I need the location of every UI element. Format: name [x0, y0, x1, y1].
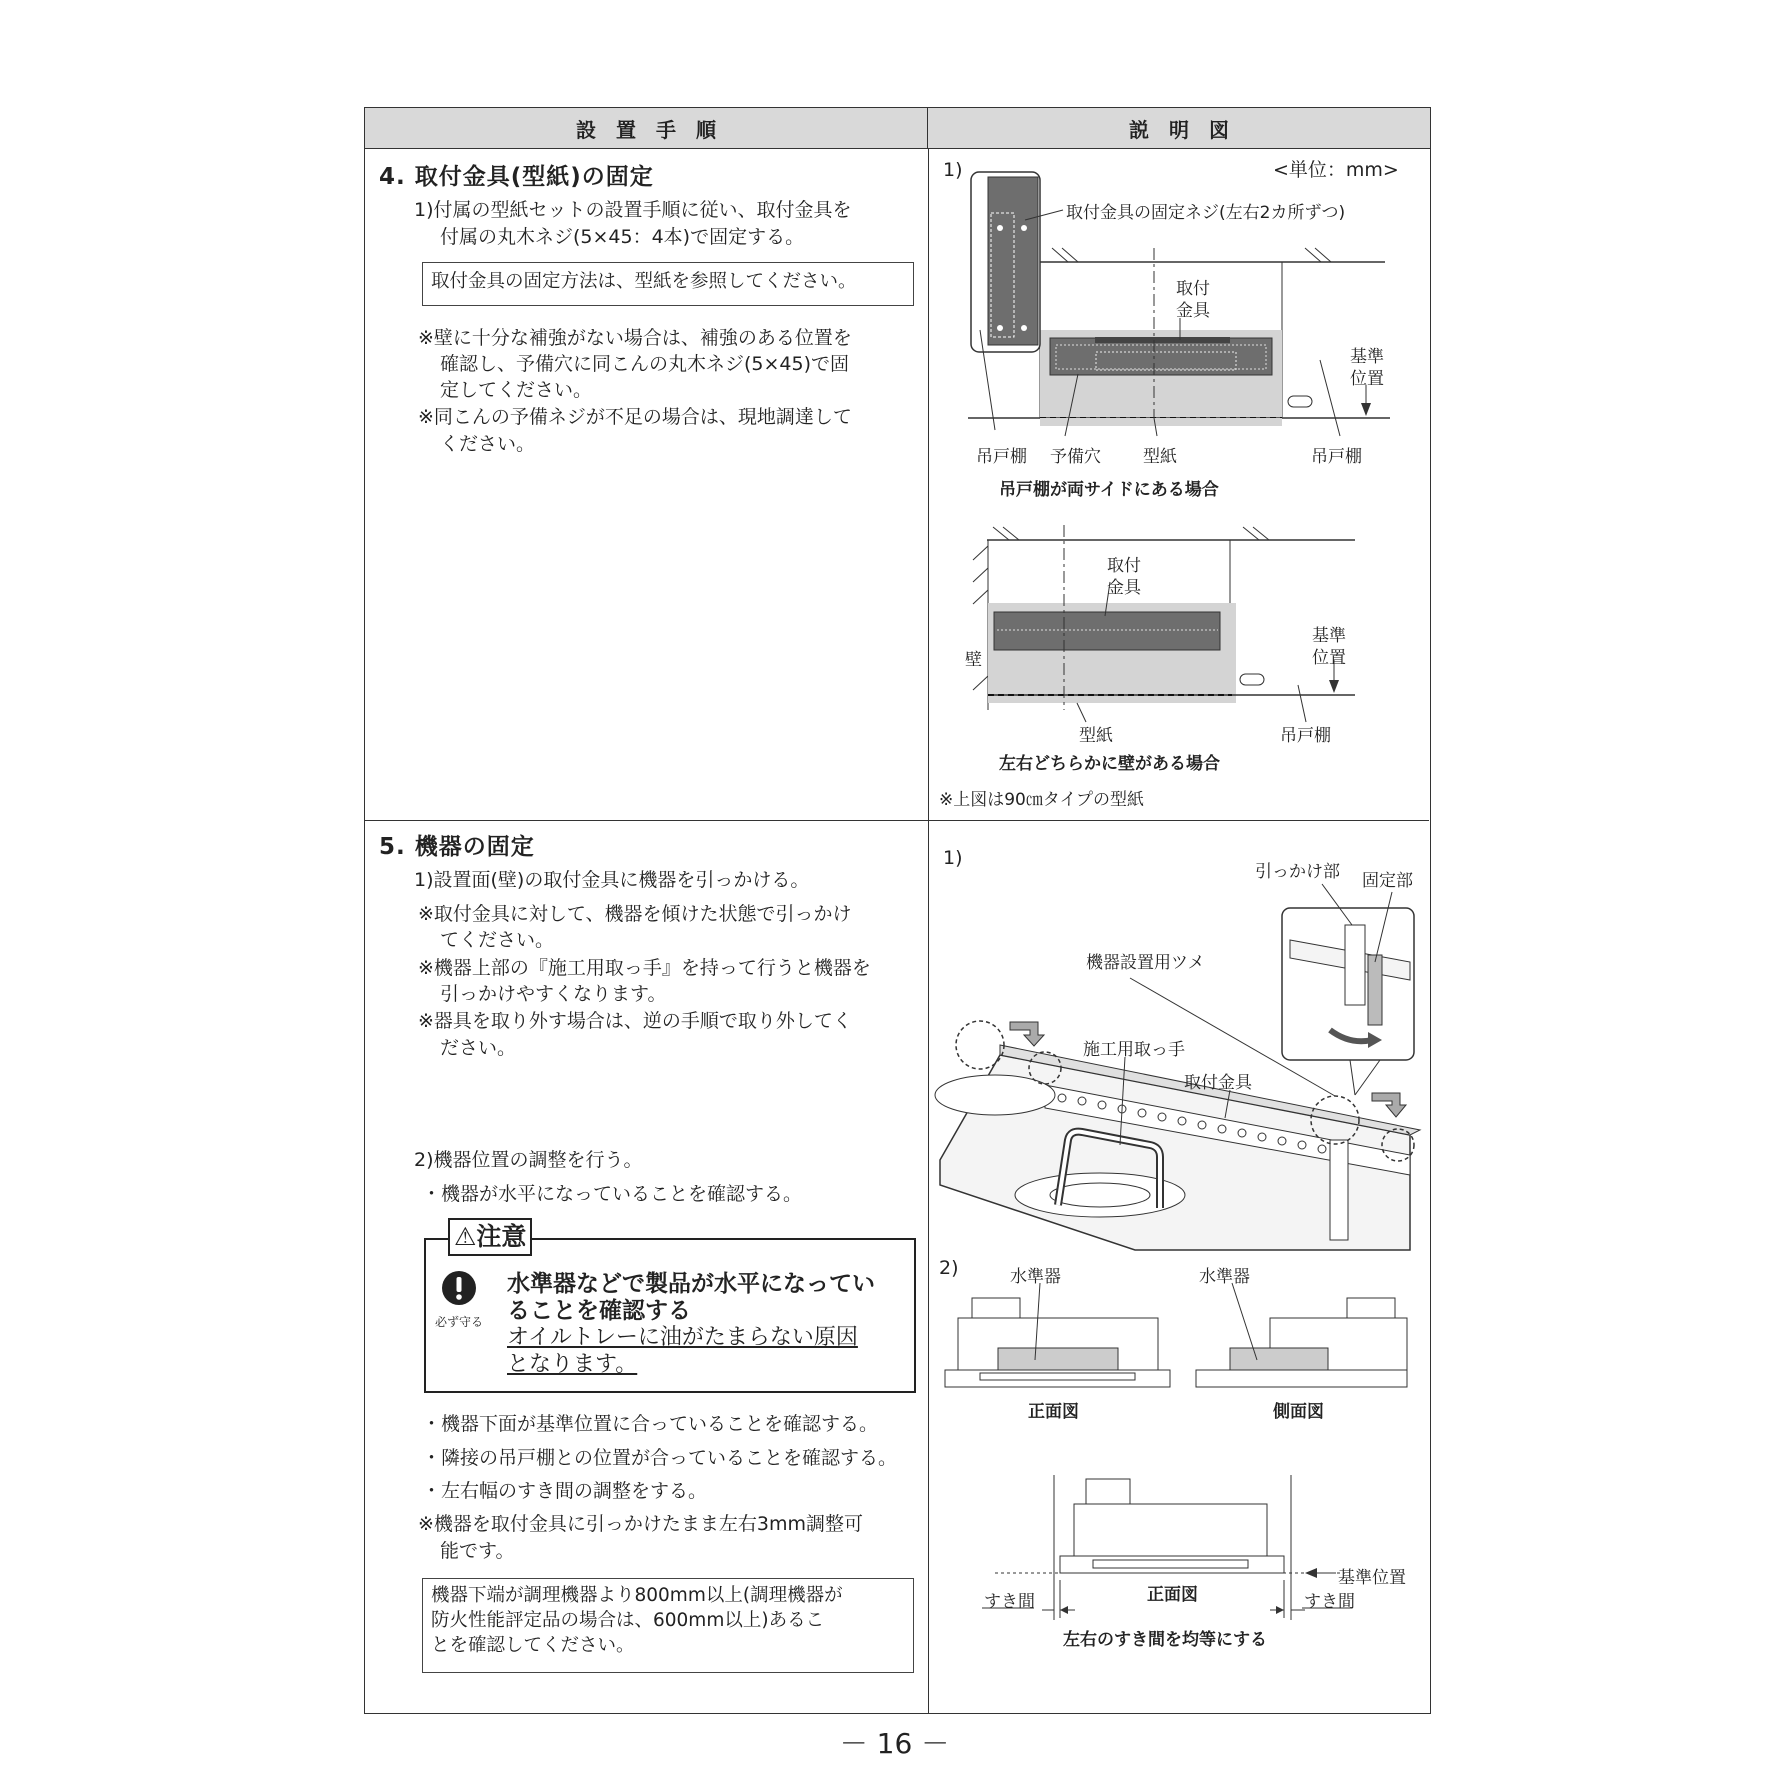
fig5-number1: 1) — [943, 847, 963, 869]
fig5-number2: 2) — [939, 1257, 959, 1279]
section5-note1-line1: ※取付金具に対して、機器を傾けた状態で引っかけ — [418, 903, 852, 925]
fig4-ref-label1: 基準 — [1350, 347, 1384, 367]
header-procedure: 設 置 手 順 — [365, 108, 928, 149]
section5-note4-line2: 能です。 — [440, 1540, 515, 1562]
fig4-cabinet-right: 吊戸棚 — [1311, 447, 1362, 467]
fig4-number: 1) — [943, 159, 963, 181]
fig4-bracket-label4: 金具 — [1107, 578, 1141, 598]
column-divider — [928, 149, 929, 1713]
fig5-front-view-label: 正面図 — [1028, 1402, 1079, 1422]
level-check-figure — [945, 1283, 1407, 1387]
fig4-template: 型紙 — [1143, 447, 1177, 467]
caution-title: ⚠注意 — [448, 1218, 532, 1256]
mandatory-icon — [441, 1270, 477, 1306]
caution-text-line3: オイルトレーに油がたまらない原因 — [507, 1325, 858, 1350]
fig5-hook-label: 引っかけ部 — [1255, 862, 1340, 882]
fig5-caption: 左右のすき間を均等にする — [1063, 1630, 1267, 1650]
section5-bullet4: ・左右幅のすき間の調整をする。 — [422, 1480, 708, 1502]
fig5-gap-right: すき間 — [1304, 1592, 1355, 1612]
fig5-front-view-label2: 正面図 — [1147, 1585, 1198, 1605]
fig4-ref-label4: 位置 — [1312, 648, 1346, 668]
row-divider — [365, 820, 1429, 821]
section4-note1-line3: 定してください。 — [440, 379, 593, 401]
section5-bullet2: ・機器下面が基準位置に合っていることを確認する。 — [422, 1413, 879, 1435]
section5-step2: 2)機器位置の調整を行う。 — [414, 1149, 643, 1171]
fig4-caption1: 吊戸棚が両サイドにある場合 — [999, 480, 1219, 500]
fig4-spare-hole: 予備穴 — [1050, 447, 1101, 467]
fig5-gap-left: すき間 — [984, 1592, 1035, 1612]
fig4-unit: <単位：mm> — [1273, 159, 1399, 181]
fig5-level-label1: 水準器 — [1010, 1267, 1061, 1287]
caution-text-bold-line1: 水準器などで製品が水平になってい — [507, 1271, 875, 1297]
caution-text-line4: となります。 — [507, 1352, 638, 1377]
section4-note-box: 取付金具の固定方法は、型紙を参照してください。 — [422, 262, 914, 306]
fig4-ref-label3: 基準 — [1312, 626, 1346, 646]
caution-text-bold-line2: ることを確認する — [507, 1298, 691, 1324]
section4-note1-line2: 確認し、予備穴に同こんの丸木ネジ(5×45)で固 — [440, 353, 850, 375]
section5-note4-line1: ※機器を取付金具に引っかけたまま左右3mm調整可 — [418, 1513, 864, 1535]
fig5-side-view-label: 側面図 — [1273, 1402, 1324, 1422]
section4-note2-line1: ※同こんの予備ネジが不足の場合は、現地調達して — [418, 406, 852, 428]
fig5-claw-label: 機器設置用ツメ — [1086, 953, 1205, 973]
fig4-bracket-label3: 取付 — [1107, 556, 1141, 576]
section5-title: 5. 機器の固定 — [379, 834, 535, 860]
fig4-caption2: 左右どちらかに壁がある場合 — [999, 754, 1220, 774]
fig5-handle-label: 施工用取っ手 — [1083, 1040, 1185, 1060]
fig4-footnote: ※上図は90㎝タイプの型紙 — [939, 790, 1145, 810]
page-number: － 16 － — [839, 1727, 950, 1760]
fig4-bracket-label1: 取付 — [1176, 279, 1210, 299]
fig4-ref-label2: 位置 — [1350, 369, 1384, 389]
fig5-bracket-label: 取付金具 — [1184, 1073, 1252, 1093]
section4-title: 4. 取付金具(型紙)の固定 — [379, 164, 654, 190]
section5-bullet1: ・機器が水平になっていることを確認する。 — [422, 1183, 803, 1205]
section5-note1-line2: てください。 — [440, 929, 555, 951]
fig5-fixing-label: 固定部 — [1362, 871, 1413, 891]
fig4-cabinet-left: 吊戸棚 — [976, 447, 1027, 467]
section5-box-line1: 機器下端が調理機器より800mm以上(調理機器が — [431, 1585, 843, 1606]
fig4-cabinet2: 吊戸棚 — [1280, 726, 1331, 746]
section4-step1-line2: 付属の丸木ネジ(5×45：4本)で固定する。 — [440, 226, 805, 248]
fig5-level-label2: 水準器 — [1199, 1267, 1250, 1287]
section5-box-line2: 防火性能評定品の場合は、600mm以上)あるこ — [431, 1610, 825, 1631]
mandatory-icon-label: 必ず守る — [435, 1315, 484, 1329]
fig4-wall: 壁 — [965, 650, 982, 670]
section5-note3-line1: ※器具を取り外す場合は、逆の手順で取り外してく — [418, 1010, 852, 1032]
fig4-screw-label: 取付金具の固定ネジ(左右2カ所ずつ) — [1066, 203, 1346, 223]
section5-note2-line1: ※機器上部の『施工用取っ手』を持って行うと機器を — [418, 957, 871, 979]
section5-box-line3: とを確認してください。 — [431, 1635, 635, 1656]
section5-height-note-box — [422, 1578, 914, 1673]
header-diagram: 説 明 図 — [928, 108, 1430, 149]
section5-note2-line2: 引っかけやすくなります。 — [440, 983, 667, 1005]
section4-note1-line1: ※壁に十分な補強がない場合は、補強のある位置を — [418, 327, 852, 349]
section5-bullet3: ・隣接の吊戸棚との位置が合っていることを確認する。 — [422, 1447, 898, 1469]
one-side-wall-figure — [973, 525, 1355, 722]
section4-note2-line2: ください。 — [440, 433, 536, 455]
appliance-hook-figure — [935, 884, 1420, 1250]
section5-note3-line2: ださい。 — [440, 1037, 517, 1059]
section4-step1-line1: 1)付属の型紙セットの設置手順に従い、取付金具を — [414, 199, 852, 221]
fig5-ref-label: 基準位置 — [1338, 1568, 1406, 1588]
section5-step1: 1)設置面(壁)の取付金具に機器を引っかける。 — [414, 869, 810, 891]
fig4-template2: 型紙 — [1079, 726, 1113, 746]
fig4-bracket-label2: 金具 — [1176, 301, 1210, 321]
